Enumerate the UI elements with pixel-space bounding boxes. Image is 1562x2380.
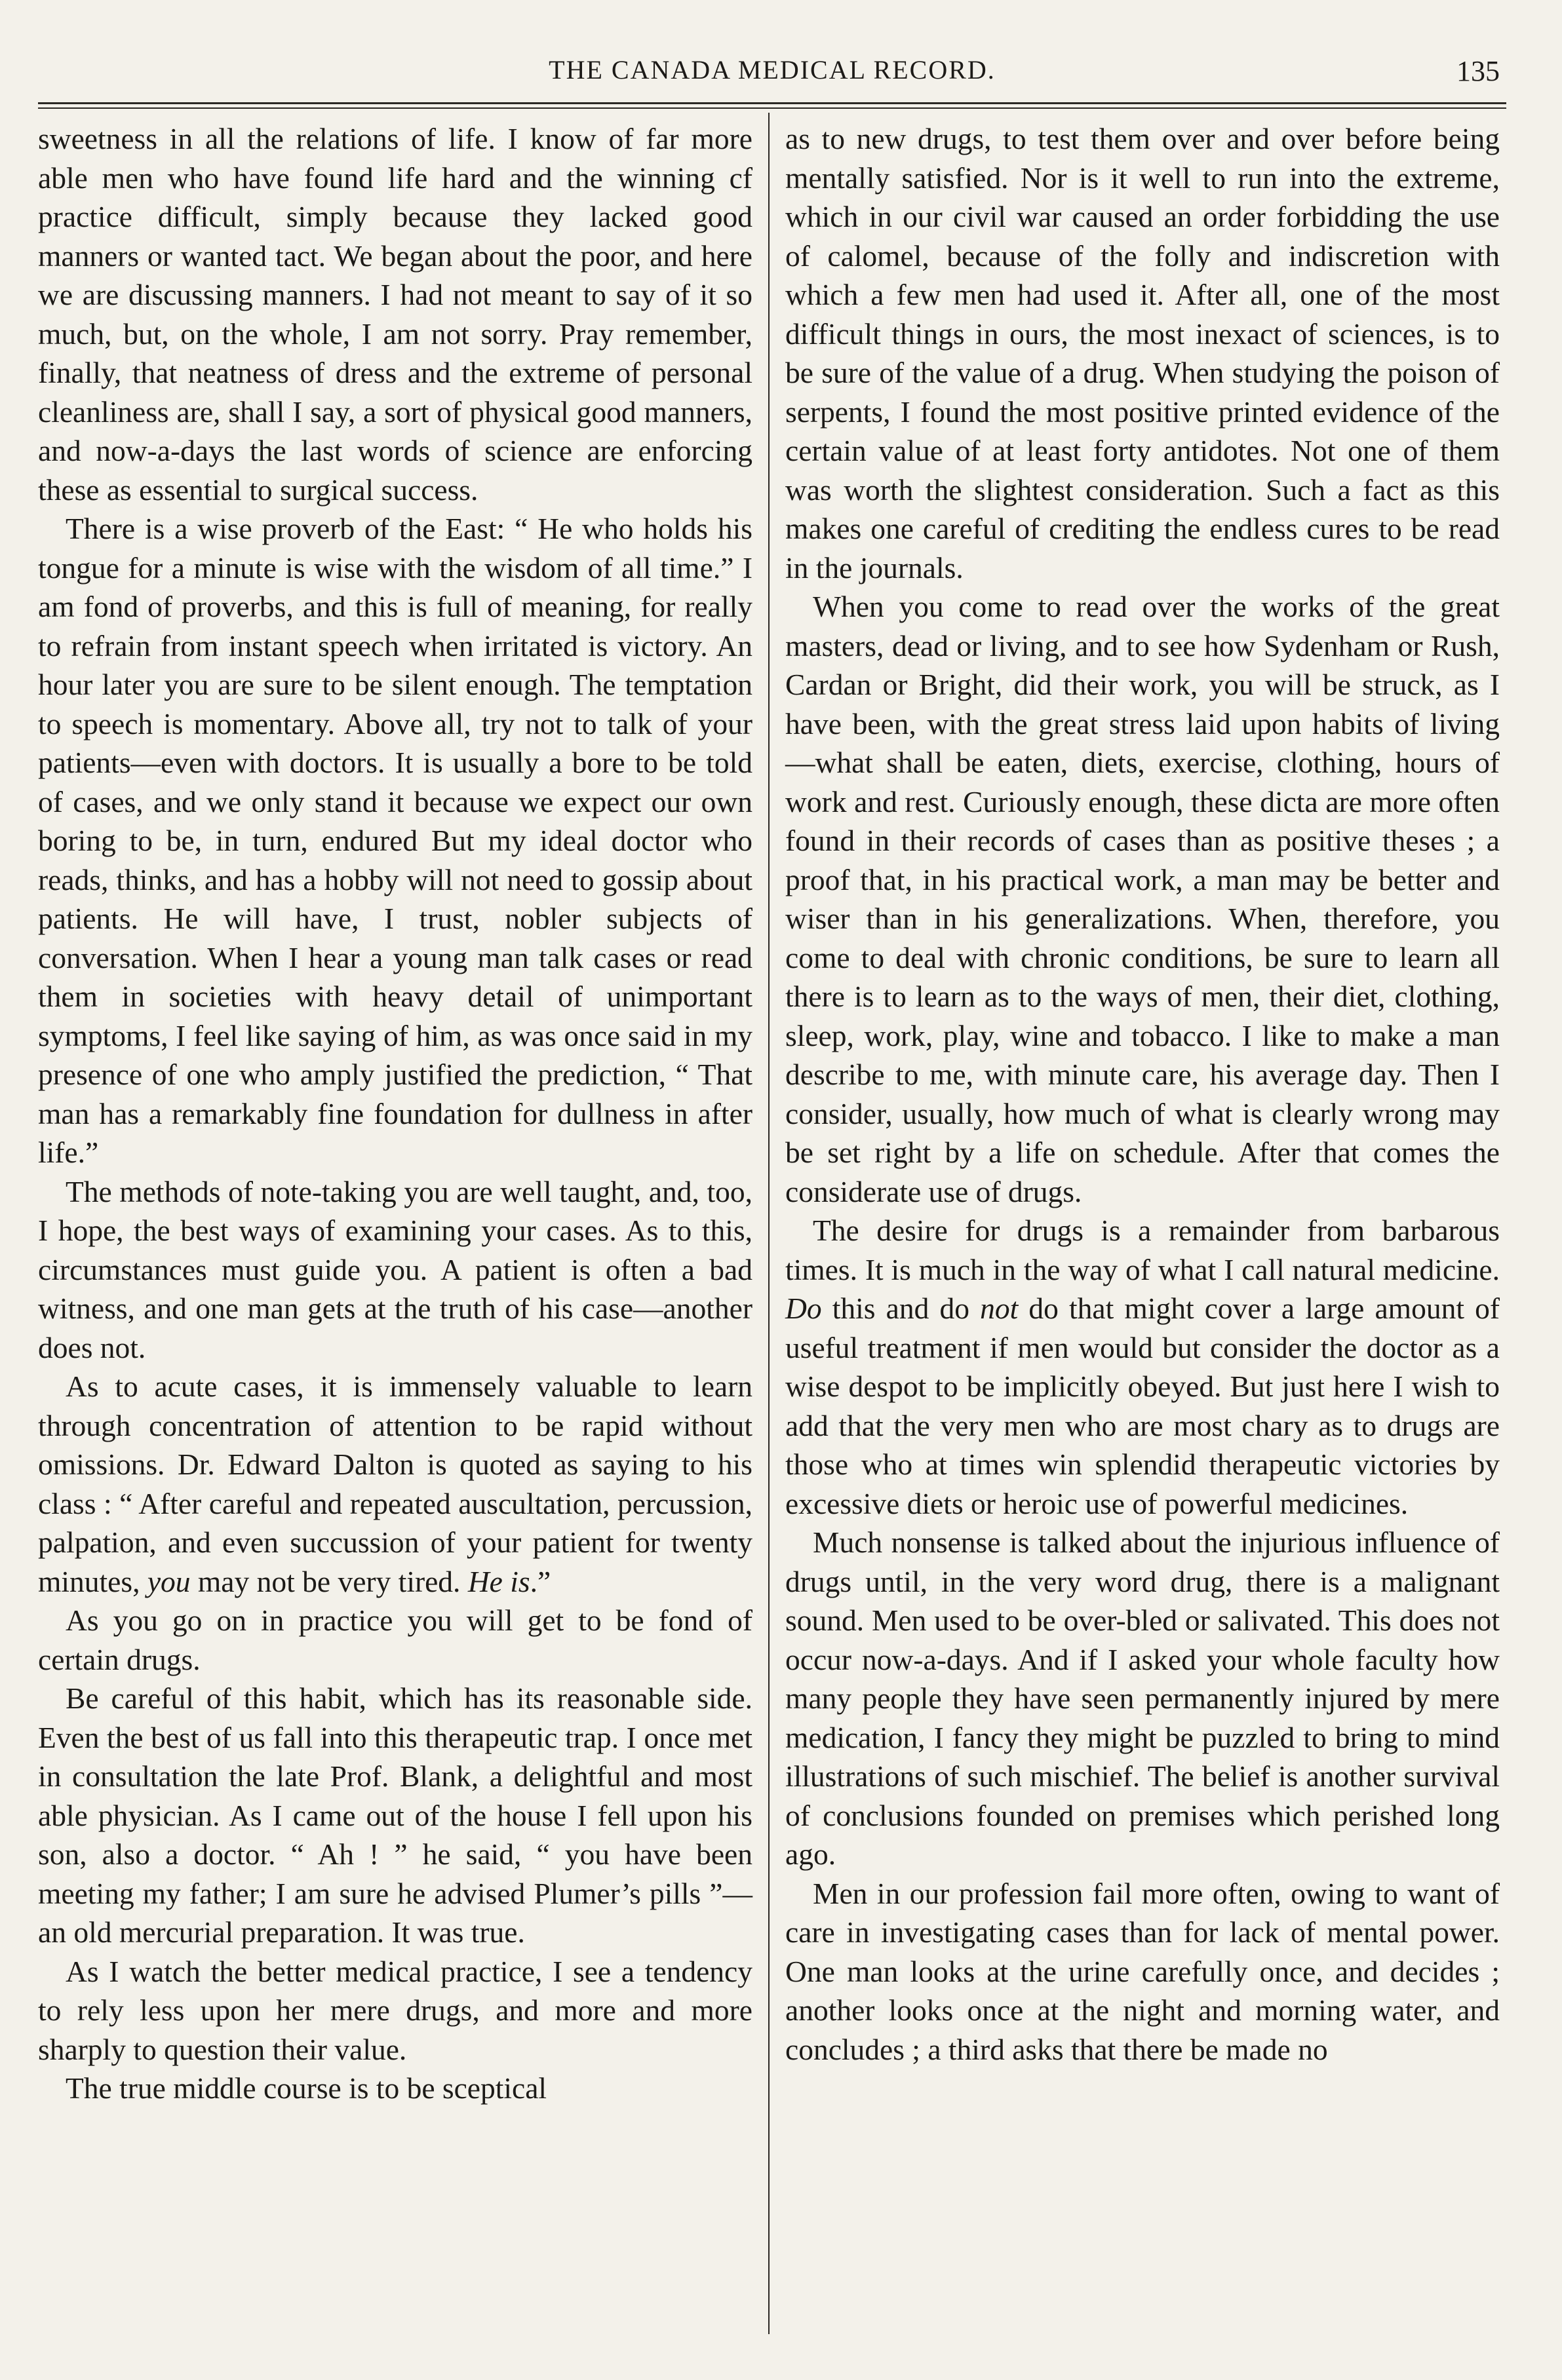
paragraph: As I watch the better medical practice, I see a tendency to rely less upon her mere drugs, and more and more sharply to question their value. <box>38 1954 752 2066</box>
paragraph-text: As to acute cases, it is immensely valuable to learn through concentration of attention to be rapid without omissions. Dr. Edward Dalton is quoted as saying to his class : “ After careful and repeated auscultation, percussion, palpation, and even succussion of your patient for twenty minutes, <box>38 1370 752 1598</box>
paragraph: There is a wise proverb of the East: “ He who holds his tongue for a minute is wise with the wisdom of all time.” I am fond of proverbs, and this is full of meaning, for really to refrain from instant speech when irritated is victory. An hour later you are sure to be silent enough. The temptation to speech is momentary. Above all, try not to talk of your patients—even with doctors. It is usually a bore to be told of cases, and we only stand it because we expect our own boring to be, in turn, endured But my ideal doctor who reads, thinks, and has a hobby will not need to gossip about patients. He will have, I trust, nobler subjects of conversation. When I hear a young man talk cases or read them in societies with heavy detail of unimportant symptoms, I feel like saying of him, as was once said in my presence of one who amply justified the prediction, “ That man has a remarkably fine foundation for dullness in after life.” <box>38 512 752 1169</box>
emphasis: not <box>980 1292 1019 1325</box>
page-number: 135 <box>1456 55 1500 87</box>
emphasis: you <box>147 1564 191 1598</box>
emphasis: He is <box>467 1564 530 1598</box>
text-columns <box>38 119 1506 2334</box>
paragraph <box>38 1367 752 1601</box>
left-column <box>38 119 768 2334</box>
paragraph: When you come to read over the works of the great masters, dead or living, and to see how Sydenham or Rush, Cardan or Bright, did their work, you will be struck, as I have been, with the great stress laid upon habits of living —what shall be eaten, diets, exercise, clothing, hours of work and rest. Curiously enough, these dicta are more often found in their records of cases than as positive theses ; a proof that, in his practical work, a man may be better and wiser than in his generalizations. When, therefore, you come to deal with chronic conditions, be sure to learn all there is to learn as to the ways of men, their diet, clothing, sleep, work, play, wine and tobacco. I like to make a man describe to me, with minute care, his average day. Then I consider, usually, how much of what is clearly wrong may be set right by a life on schedule. After that comes the considerate use of drugs. <box>785 590 1500 1208</box>
paragraph: Much nonsense is talked about the injurious influence of drugs until, in the very word drug, there is a malignant sound. Men used to be over-bled or salivated. This does not occur now-a-days. And if I asked your whole faculty how many people they have seen permanently injured by mere medication, I fancy they might be puzzled to bring to mind illustrations of such mischief. The belief is another survival of conclusions founded on premises which perished long ago. <box>785 1526 1500 1871</box>
emphasis: Do <box>785 1292 822 1325</box>
paragraph-text: The desire for drugs is a remainder from barbarous times. It is much in the way of what I call natural medicine. <box>785 1214 1500 1286</box>
paragraph: As you go on in practice you will get to be fond of certain drugs. <box>38 1603 752 1676</box>
running-head <box>38 36 1506 98</box>
paragraph: Be careful of this habit, which has its reasonable side. Even the best of us fall into this therapeutic trap. I once met in consultation the late Prof. Blank, a delightful and most able physician. As I came out of the house I fell upon his son, also a doctor. “ Ah ! ” he said, “ you have been meeting my father; I am sure he advised Plumer’s pills ”—an old mercurial preparation. It was true. <box>38 1681 752 1949</box>
header-rule <box>38 102 1506 109</box>
right-column <box>770 119 1500 2334</box>
paragraph-text: may not be very tired. <box>197 1564 461 1598</box>
paragraph <box>785 1211 1500 1523</box>
paragraph: The true middle course is to be sceptical <box>66 2071 547 2105</box>
paragraph-text: this and do <box>832 1292 969 1325</box>
paragraph: sweetness in all the relations of life. I know of far more able men who have found life hard and the winning cf practice difficult, simply because they lacked good manners or wanted tact. We began about the poor, and here we are discussing manners. I had not meant to say of it so much, but, on the whole, I am not sorry. Pray remember, finally, that neatness of dress and the extreme of personal cleanliness are, shall I say, a sort of physical good manners, and now-a-days the last words of science are enforcing these as essential to surgical success. <box>38 122 752 507</box>
paragraph: Men in our profession fail more often, owing to want of care in investigating cases than for lack of mental power. One man looks at the urine carefully once, and decides ; another looks once at the night and morning water, and concludes ; a third asks that there be made no <box>785 1876 1500 2066</box>
journal-title: THE CANADA MEDICAL RECORD. <box>549 55 996 85</box>
paragraph: as to new drugs, to test them over and over before being mentally satisfied. Nor is it well to run into the extreme, which in our civil war caused an order forbidding the use of calomel, because of the folly and indiscretion with which a few men had used it. After all, one of the most difficult things in ours, the most inexact of sciences, is to be sure of the value of a drug. When studying the poison of serpents, I found the most positive printed evidence of the certain value of at least forty antidotes. Not one of them was worth the slightest consideration. Such a fact as this makes one careful of crediting the endless cures to be read in the journals. <box>785 122 1500 585</box>
journal-page <box>38 36 1506 2343</box>
paragraph: The methods of note-taking you are well taught, and, too, I hope, the best ways of examining your cases. As to this, circumstances must guide you. A patient is often a bad witness, and one man gets at the truth of his case—another does not. <box>38 1174 752 1364</box>
paragraph-text: .” <box>530 1564 551 1598</box>
paragraph-text: do that might cover a large amount of useful treatment if men would but consider the doctor as a wise despot to be implicitly obeyed. But just here I wish to add that the very men who are most chary as to drugs are those who at times win splendid therapeutic victories by excessive diets or heroic use of powerful medicines. <box>785 1292 1500 1520</box>
